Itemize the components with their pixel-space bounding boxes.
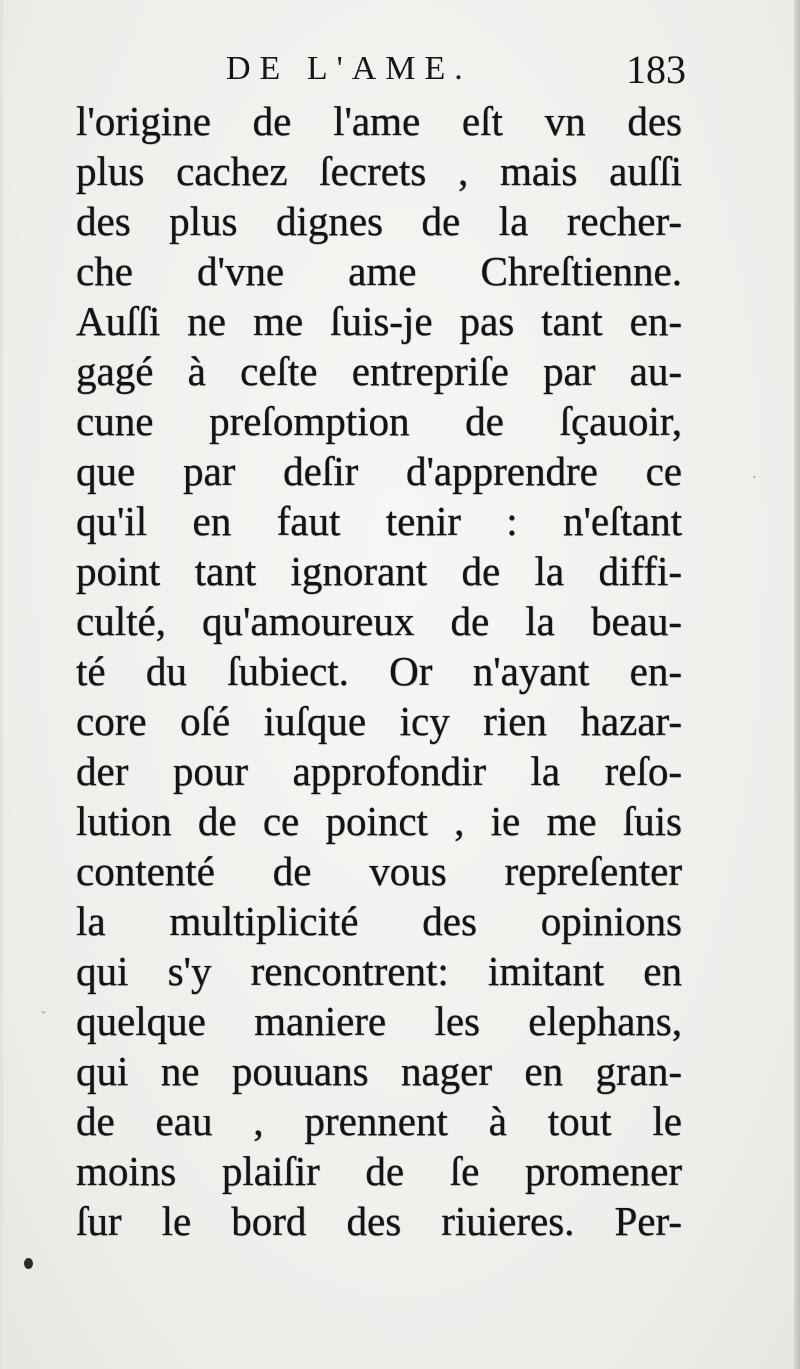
text-line: quelque maniere les elephans, [76,998,682,1044]
text-line: des plus dignes de la recher- [76,198,682,244]
running-head-title: DE L'AME. [226,50,472,87]
text-line: de eau , prennent à tout le [76,1098,682,1144]
margin-mark: · [752,470,757,486]
text-line: cune preſomption de ſçauoir, [76,398,682,444]
text-line: l'origine de l'ame eſt vn des [76,98,682,144]
text-line: plus cachez ſecrets , mais auſſi [76,148,682,194]
text-line: ſur le bord des riuieres. Per- [76,1198,682,1244]
text-line: lution de ce poinct , ie me ſuis [76,798,682,844]
text-line: Auſſi ne me ſuis-je pas tant en- [76,298,682,344]
page-number: 183 [626,47,686,92]
running-head [76,46,686,94]
margin-mark: ˇ [40,1010,47,1026]
text-line: contenté de vous repreſenter [76,848,682,894]
text-line: qui s'y rencontrent: imitant en [76,948,682,994]
text-line: té du ſubiect. Or n'ayant en- [76,648,682,694]
text-line: culté, qu'amoureux de la beau- [76,598,682,644]
text-line: core oſé iuſque icy rien hazar- [76,698,682,744]
page-left-edge [0,0,3,1369]
text-line: point tant ignorant de la diffi- [76,548,682,594]
text-line: gagé à ceſte entrepriſe par au- [76,348,682,394]
ink-speck [24,1258,33,1269]
text-line: qu'il en faut tenir : n'eſtant [76,498,682,544]
text-line: che d'vne ame Chreſtienne. [76,248,682,294]
body-text [76,96,682,1246]
text-line: la multiplicité des opinions [76,898,682,944]
page-right-edge [794,0,800,1369]
text-line: moins plaiſir de ſe promener [76,1148,682,1194]
text-line: qui ne pouuans nager en gran- [76,1048,682,1094]
text-line: der pour approfondir la reſo- [76,748,682,794]
text-line: que par deſir d'apprendre ce [76,448,682,494]
